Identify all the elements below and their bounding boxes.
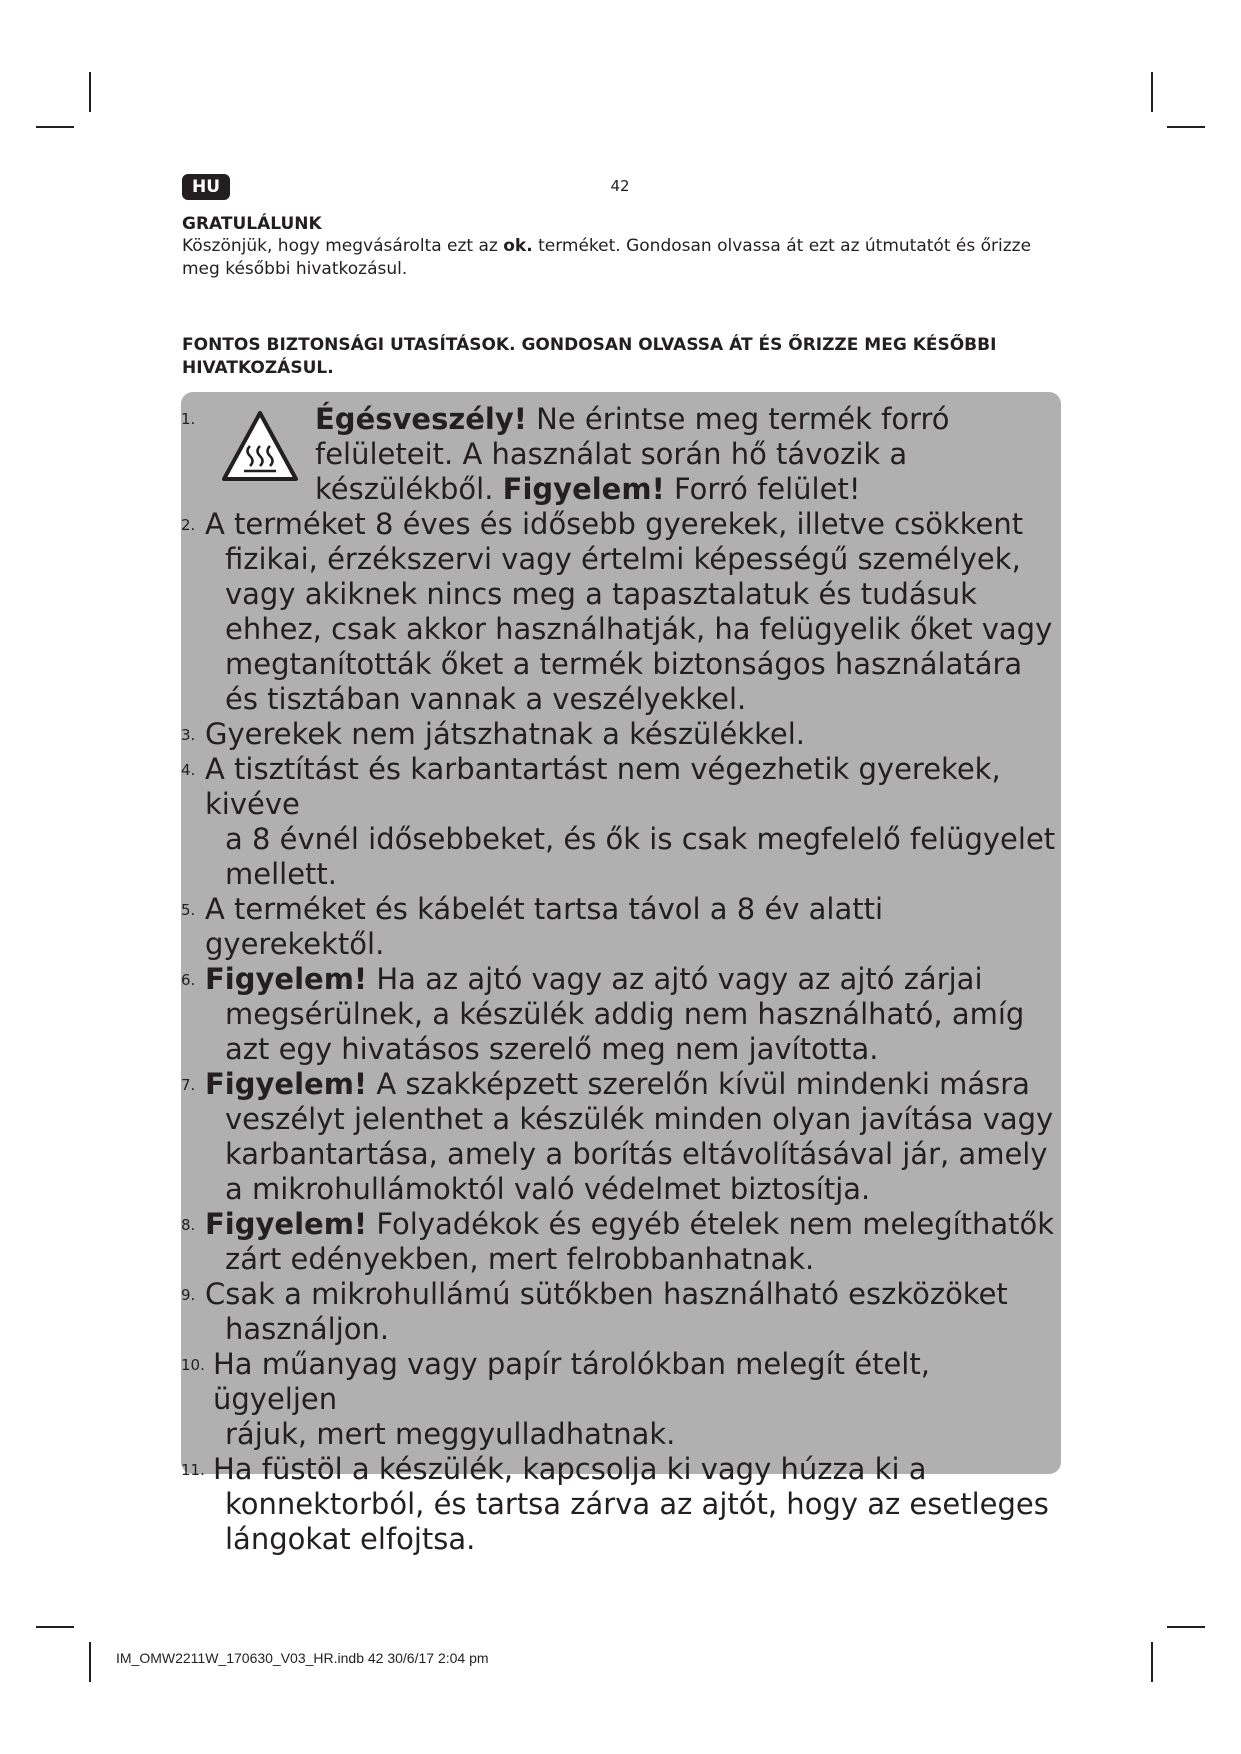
crop-mark-bottom-left-h bbox=[36, 1626, 74, 1628]
brand-name: ok. bbox=[503, 236, 533, 256]
item-number: 4. bbox=[181, 761, 196, 779]
crop-mark-top-left bbox=[89, 72, 91, 112]
item-number: 3. bbox=[181, 726, 196, 744]
warning-item bbox=[181, 962, 1061, 1067]
language-badge: HU bbox=[182, 174, 230, 200]
print-footer: IM_OMW2211W_170630_V03_HR.indb 42 30/6/17 2:04 pm bbox=[116, 1650, 489, 1666]
safety-heading: FONTOS BIZTONSÁGI UTASÍTÁSOK. GONDOSAN OLVASSA ÁT ÉS ŐRIZZE MEG KÉSŐBBI HIVATKOZÁSUL. bbox=[182, 335, 997, 378]
item-text: Csak a mikrohullámú sütőkben használható eszközöket bbox=[205, 1277, 1008, 1311]
warning-item bbox=[181, 1452, 1061, 1557]
item-number: 7. bbox=[181, 1076, 196, 1094]
crop-mark-bottom-left bbox=[89, 1642, 91, 1682]
item-text: Figyelem! Ha az ajtó vagy az ajtó vagy az ajtó zárjai bbox=[205, 962, 983, 996]
warning-item bbox=[181, 717, 1061, 752]
warning-item bbox=[181, 892, 1061, 962]
crop-mark-top-left-h bbox=[36, 126, 74, 128]
item-text-continued: konnektorból, és tartsa zárva az ajtót, hogy az esetleges lángokat elfojtsa. bbox=[225, 1487, 1049, 1556]
item-number: 9. bbox=[181, 1286, 196, 1304]
warning-item bbox=[181, 1207, 1061, 1277]
item-text-continued: rájuk, mert meggyulladhatnak. bbox=[225, 1417, 676, 1451]
item-number: 8. bbox=[181, 1216, 196, 1234]
warning-item bbox=[181, 1067, 1061, 1207]
intro-paragraph: Köszönjük, hogy megvásárolta ezt az ok. terméket. Gondosan olvassa át ezt az útmutatót és őrizze meg későbbi hivatkozásul. bbox=[182, 236, 1032, 279]
warning-item bbox=[181, 1347, 1061, 1452]
crop-mark-top-right-h bbox=[1167, 126, 1205, 128]
crop-mark-top-right bbox=[1151, 72, 1153, 112]
item-text-continued: használjon. bbox=[225, 1312, 390, 1346]
crop-mark-bottom-right-h bbox=[1167, 1626, 1205, 1628]
item-text-continued: fizikai, érzékszervi vagy értelmi képességű személyek, vagy akiknek nincs meg a tapasztalatuk és tudásuk ehhez, csak akkor használhatják, ha felügyelik őket vagy megtanították őket a termék biztonságos használatára és tisztában vannak a veszélyekkel. bbox=[225, 542, 1053, 716]
item-text-continued: megsérülnek, a készülék addig nem használható, amíg azt egy hivatásos szerelő meg nem javította. bbox=[225, 997, 1025, 1066]
item-text: A tisztítást és karbantartást nem végezhetik gyerekek, kivéve bbox=[205, 752, 1001, 821]
item-number: 5. bbox=[181, 901, 196, 919]
warning-item bbox=[181, 752, 1061, 892]
item-text: Ha műanyag vagy papír tárolókban melegít ételt, ügyeljen bbox=[213, 1347, 930, 1416]
warning-list bbox=[181, 402, 1061, 1557]
item-text-continued: a 8 évnél idősebbeket, és ők is csak megfelelő felügyelet mellett. bbox=[225, 822, 1056, 891]
item-text: Figyelem! Folyadékok és egyéb ételek nem melegíthatők bbox=[205, 1207, 1055, 1241]
warning-item bbox=[181, 1277, 1061, 1347]
item-text: Figyelem! A szakképzett szerelőn kívül mindenki másra bbox=[205, 1067, 1030, 1101]
item-number: 10. bbox=[181, 1356, 205, 1374]
item-text: Ha füstöl a készülék, kapcsolja ki vagy húzza ki a bbox=[213, 1452, 927, 1486]
item-number: 2. bbox=[181, 516, 196, 534]
item-text-continued: zárt edényekben, mert felrobbanhatnak. bbox=[225, 1242, 815, 1276]
warning-box bbox=[181, 392, 1061, 1556]
item-text: Gyerekek nem játszhatnak a készülékkel. bbox=[205, 717, 805, 751]
congrats-title: GRATULÁLUNK bbox=[182, 214, 322, 234]
item-number: 6. bbox=[181, 971, 196, 989]
item-text: A terméket és kábelét tartsa távol a 8 év alatti gyerekektől. bbox=[205, 892, 884, 961]
item-text: A terméket 8 éves és idősebb gyerekek, illetve csökkent bbox=[205, 507, 1024, 541]
hot-surface-icon bbox=[221, 410, 299, 482]
item-text: Égésveszély! Ne érintse meg termék forró felületeit. A használat során hő távozik a készülékből. Figyelem! Forró felület! bbox=[315, 402, 950, 506]
item-number: 1. bbox=[181, 410, 196, 428]
page-number: 42 bbox=[610, 177, 630, 195]
warning-item bbox=[181, 402, 1061, 507]
item-text-continued: veszélyt jelenthet a készülék minden olyan javítása vagy karbantartása, amely a borítás eltávolításával jár, amely a mikrohullámoktól való védelmet biztosítja. bbox=[225, 1102, 1054, 1206]
crop-mark-bottom-right bbox=[1151, 1642, 1153, 1682]
item-number: 11. bbox=[181, 1461, 205, 1479]
warning-item bbox=[181, 507, 1061, 717]
